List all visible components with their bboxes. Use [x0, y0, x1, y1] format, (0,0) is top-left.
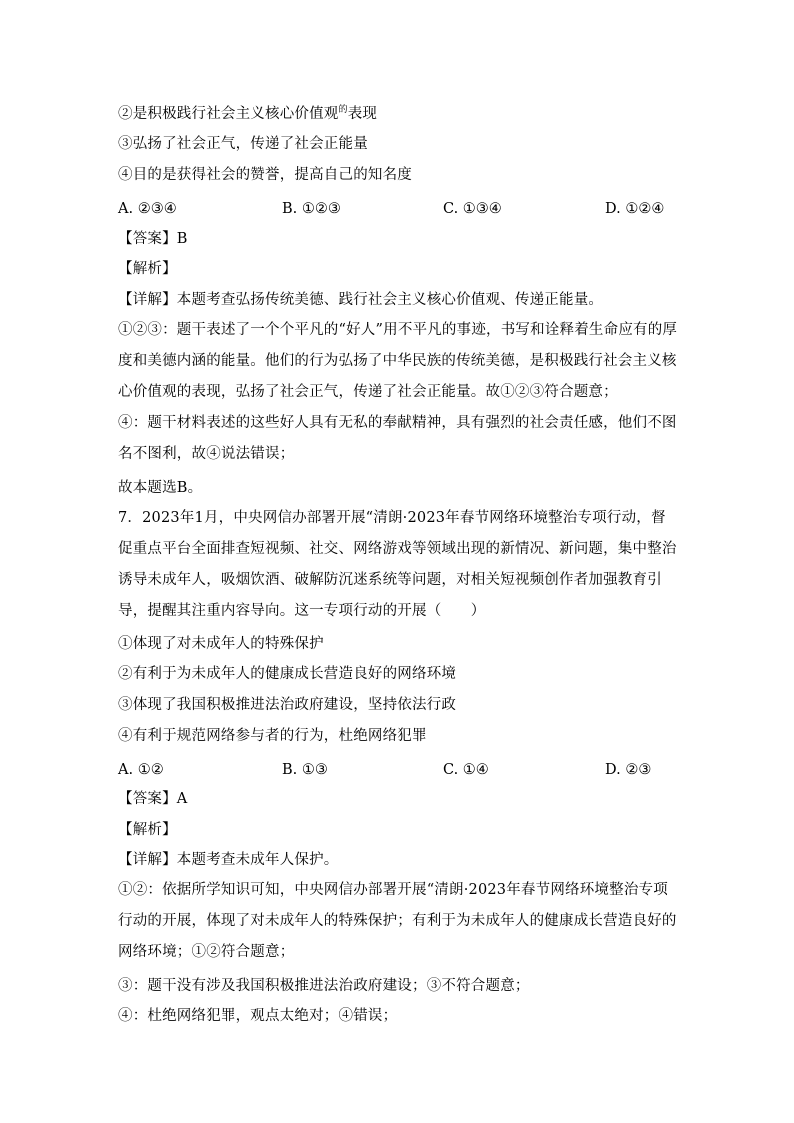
- q6-option-c: C. ①③④: [443, 201, 502, 217]
- q6-statement-3: ③弘扬了社会正气，传递了社会正能量: [118, 136, 368, 152]
- q7-statement-1: ①体现了对未成年人的特殊保护: [118, 636, 324, 652]
- q7-statement-2: ②有利于为未成年人的健康成长营造良好的网络环境: [118, 666, 457, 682]
- q7-point-3: ④：杜绝网络犯罪，观点太绝对；④错误；: [118, 1008, 398, 1024]
- q7-point-2: ③：题干没有涉及我国积极推进法治政府建设；③不符合题意；: [118, 978, 530, 994]
- q6-detail: 【详解】本题考查弘扬传统美德、践行社会主义核心价值观、传递正能量。: [118, 292, 604, 308]
- q7-option-d: D. ②③: [605, 762, 652, 778]
- q7-option-a: A. ①②: [118, 762, 164, 778]
- q7-analysis-label: 【解析】: [118, 822, 177, 838]
- q6-statement-2-end: 表现: [347, 106, 378, 122]
- q7-statement-4: ④有利于规范网络参与者的行为，杜绝网络犯罪: [118, 728, 427, 744]
- q6-option-b: B. ①②③: [282, 201, 341, 217]
- q6-statement-2: [118, 104, 678, 124]
- q6-option-a: A. ②③④: [118, 201, 177, 217]
- q7-option-c: C. ①④: [443, 762, 489, 778]
- q6-statement-4: ④目的是获得社会的赞誉，提高自己的知名度: [118, 167, 412, 183]
- q6-answer: 【答案】B: [118, 231, 188, 247]
- q6-conclusion: 故本题选B。: [118, 480, 203, 496]
- q6-analysis-label: 【解析】: [118, 261, 177, 277]
- q6-statement-2-superscript: 的: [338, 105, 348, 116]
- q6-point-1: ①②③：题干表述了一个个平凡的“好人”用不平凡的事迹，书写和诠释着生命应有的厚度和美德内涵的能量。他们的行为弘扬了中华民族的传统美德，是积极践行社会主义核心价值观的表现，弘扬了社会正气，传递了社会正能量。故①②③符合题意；: [118, 322, 678, 400]
- q7-statement-3: ③体现了我国积极推进法治政府建设，坚持依法行政: [118, 697, 457, 713]
- q7-detail: 【详解】本题考查未成年人保护。: [118, 852, 339, 868]
- q7-stem: 7．2023年1月，中央网信办部署开展“清朗·2023年春节网络环境整治专项行动，督促重点平台全面排查短视频、社交、网络游戏等领域出现的新情况、新问题，集中整治诱导未成年人，吸烟饮酒、破解防沉迷系统等问题，对相关短视频创作者加强教育引导，提醒其注重内容导向。这一专项行动的开展（ ）: [118, 510, 677, 619]
- q6-point-2: ④：题干材料表述的这些好人具有无私的奉献精神，具有强烈的社会责任感，他们不图名不图利，故④说法错误；: [118, 415, 677, 462]
- q7-option-b: B. ①③: [282, 762, 328, 778]
- q6-statement-2-text: ②是积极践行社会主义核心价值观: [118, 106, 339, 122]
- q7-point-1: ①②：依据所学知识可知，中央网信办部署开展“清朗·2023年春节网络环境整治专项行动的开展，体现了对未成年人的特殊保护；有利于为未成年人的健康成长营造良好的网络环境；①②符合题意；: [118, 882, 677, 960]
- q7-answer: 【答案】A: [118, 791, 188, 807]
- q6-option-d: D. ①②④: [605, 201, 665, 217]
